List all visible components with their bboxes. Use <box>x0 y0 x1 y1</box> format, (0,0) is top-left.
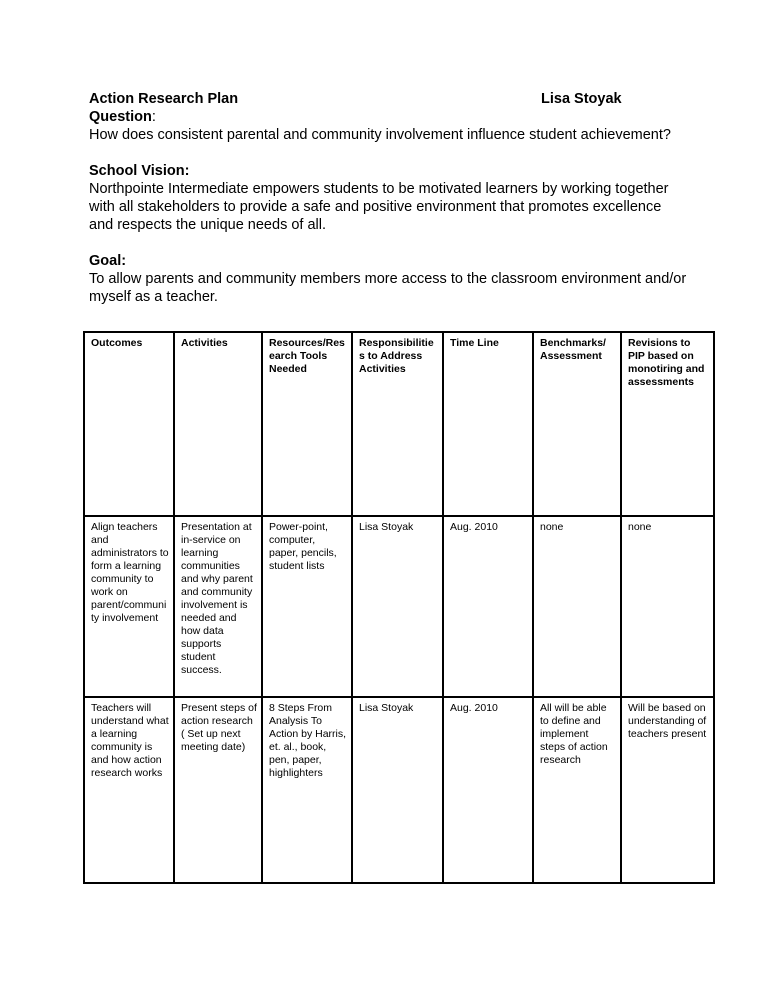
column-header-resources: Resources/Research Tools Needed <box>262 332 352 516</box>
vision-label: School Vision: <box>89 163 190 179</box>
cell-activity: Present steps of action research ( Set up next meeting date) <box>174 697 262 883</box>
column-header-timeline: Time Line <box>443 332 533 516</box>
cell-revision: Will be based on understanding of teachers present <box>621 697 714 883</box>
table-header-row <box>84 332 714 516</box>
cell-benchmark: All will be able to define and implement steps of action research <box>533 697 621 883</box>
column-header-benchmarks: Benchmarks/ Assessment <box>533 332 621 516</box>
goal-text: To allow parents and community members more access to the classroom environment and/or myself as a teacher. <box>89 271 687 305</box>
table-row <box>84 697 714 883</box>
cell-timeline: Aug. 2010 <box>443 697 533 883</box>
column-header-outcomes: Outcomes <box>84 332 174 516</box>
column-header-revisions: Revisions to PIP based on monotiring and assessments <box>621 332 714 516</box>
document-title: Action Research Plan <box>89 91 239 107</box>
question-label: Question <box>89 109 152 125</box>
cell-benchmark: none <box>533 516 621 697</box>
plan-header <box>89 90 689 306</box>
vision-text: Northpointe Intermediate empowers students to be motivated learners by working together with all stakeholders to provide a safe and positive environment that promotes excellence and respects the unique needs of all. <box>89 181 669 233</box>
title-line <box>89 90 689 108</box>
cell-outcome: Teachers will understand what a learning community is and how action research works <box>84 697 174 883</box>
cell-outcome: Align teachers and administrators to form a learning community to work on parent/community involvement <box>84 516 174 697</box>
author-name: Lisa Stoyak <box>541 91 622 107</box>
table-row <box>84 516 714 697</box>
question-colon: : <box>151 109 156 125</box>
cell-responsibility: Lisa Stoyak <box>352 516 443 697</box>
action-plan-table <box>83 331 715 884</box>
cell-timeline: Aug. 2010 <box>443 516 533 697</box>
goal-label: Goal: <box>89 253 127 269</box>
cell-resources: 8 Steps From Analysis To Action by Harris, et. al., book, pen, paper, highlighters <box>262 697 352 883</box>
spacer <box>89 144 689 162</box>
column-header-responsibilities: Responsibilities to Address Activities <box>352 332 443 516</box>
cell-revision: none <box>621 516 714 697</box>
question-heading <box>89 108 689 126</box>
spacer <box>89 234 689 252</box>
cell-responsibility: Lisa Stoyak <box>352 697 443 883</box>
cell-resources: Power-point, computer, paper, pencils, student lists <box>262 516 352 697</box>
column-header-activities: Activities <box>174 332 262 516</box>
question-text: How does consistent parental and community involvement influence student achievement? <box>89 127 671 143</box>
cell-activity: Presentation at in-service on learning communities and why parent and community involvement is needed and how data supports student success. <box>174 516 262 697</box>
